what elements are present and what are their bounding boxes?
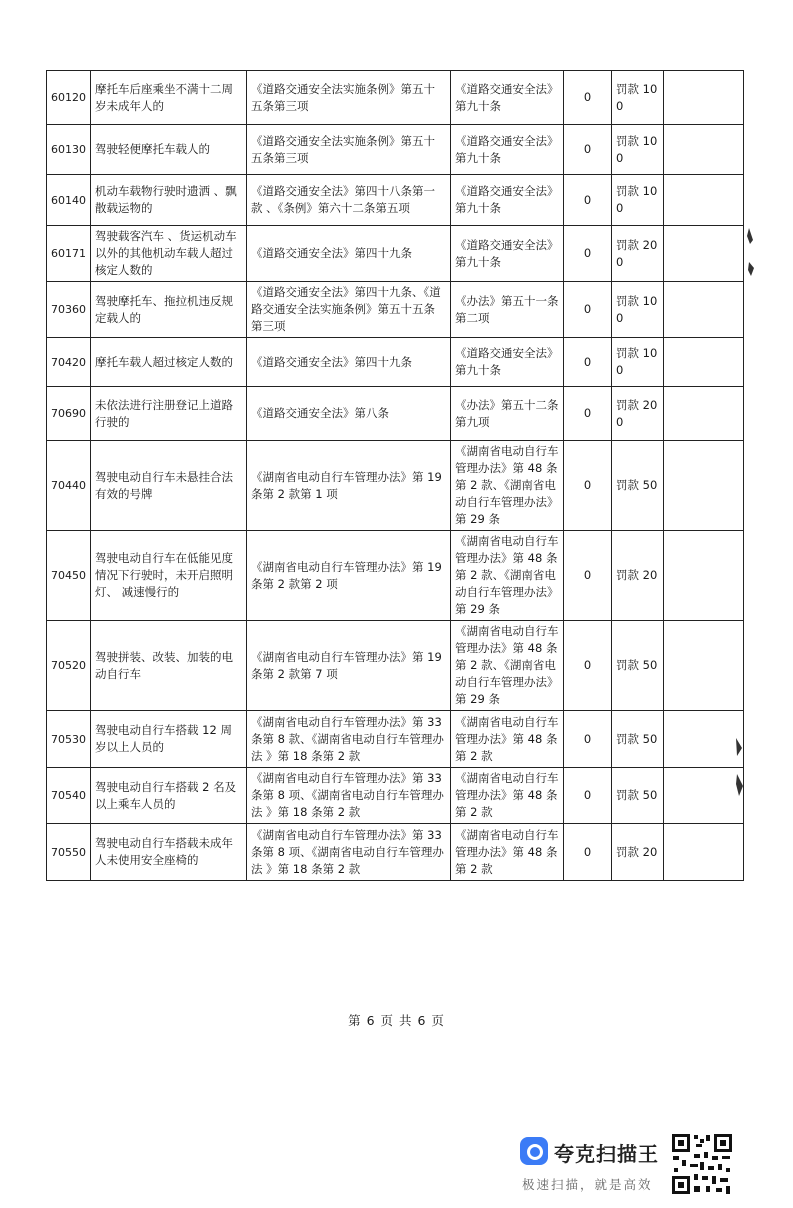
- violation-code: 60171: [47, 226, 91, 282]
- remarks-cell: [664, 282, 744, 338]
- demerit-points: 0: [564, 824, 612, 881]
- violation-table: [46, 70, 744, 881]
- penalty-amount: 罚款 100: [612, 338, 664, 387]
- page-number: 第 6 页 共 6 页: [348, 1013, 445, 1028]
- penalty-amount: 罚款 100: [612, 125, 664, 175]
- penalty-amount: 罚款 50: [612, 711, 664, 768]
- table-row: [47, 621, 744, 711]
- remarks-cell: [664, 824, 744, 881]
- table-row: [47, 125, 744, 175]
- penalty-basis: 《湖南省电动自行车管理办法》第 48 条第 2 款、《湖南省电动自行车管理办法》第 29 条: [451, 531, 564, 621]
- penalty-amount: 罚款 50: [612, 621, 664, 711]
- demerit-points: 0: [564, 441, 612, 531]
- table-row: [47, 338, 744, 387]
- remarks-cell: [664, 711, 744, 768]
- penalty-amount: 罚款 50: [612, 441, 664, 531]
- penalty-amount: 罚款 50: [612, 768, 664, 824]
- violation-code: 70530: [47, 711, 91, 768]
- violation-behavior: 机动车载物行驶时遗洒 、飘散载运物的: [91, 175, 247, 226]
- penalty-basis: 《道路交通安全法》第九十条: [451, 338, 564, 387]
- penalty-amount: 罚款 200: [612, 226, 664, 282]
- penalty-basis: 《湖南省电动自行车管理办法》第 48 条第 2 款、《湖南省电动自行车管理办法》第 29 条: [451, 441, 564, 531]
- violation-behavior: 驾驶拼装、改装、加装的电动自行车: [91, 621, 247, 711]
- violation-code: 70420: [47, 338, 91, 387]
- violated-clause: 《湖南省电动自行车管理办法》第 19 条第 2 款第 1 项: [247, 441, 451, 531]
- penalty-basis: 《办法》第五十一条第二项: [451, 282, 564, 338]
- table-body: [47, 71, 744, 881]
- violated-clause: 《道路交通安全法》第四十八条第一款 、《条例》第六十二条第五项: [247, 175, 451, 226]
- violation-behavior: 驾驶电动自行车在低能见度情况下行驶时，未开启照明灯、 减速慢行的: [91, 531, 247, 621]
- violated-clause: 《道路交通安全法实施条例》第五十五条第三项: [247, 71, 451, 125]
- penalty-amount: 罚款 100: [612, 175, 664, 226]
- violated-clause: 《道路交通安全法》第四十九条: [247, 226, 451, 282]
- penalty-amount: 罚款 100: [612, 71, 664, 125]
- violated-clause: 《道路交通安全法》第八条: [247, 387, 451, 441]
- violation-behavior: 摩托车后座乘坐不满十二周岁未成年人的: [91, 71, 247, 125]
- remarks-cell: [664, 531, 744, 621]
- violated-clause: 《湖南省电动自行车管理办法》第 19 条第 2 款第 2 项: [247, 531, 451, 621]
- remarks-cell: [664, 338, 744, 387]
- violation-code: 70550: [47, 824, 91, 881]
- violation-code: 70450: [47, 531, 91, 621]
- table-row: [47, 226, 744, 282]
- table-row: [47, 71, 744, 125]
- remarks-cell: [664, 226, 744, 282]
- violated-clause: 《道路交通安全法实施条例》第五十五条第三项: [247, 125, 451, 175]
- penalty-basis: 《湖南省电动自行车管理办法》第 48 条第 2 款: [451, 824, 564, 881]
- penalty-basis: 《办法》第五十二条第九项: [451, 387, 564, 441]
- demerit-points: 0: [564, 71, 612, 125]
- demerit-points: 0: [564, 125, 612, 175]
- penalty-basis: 《湖南省电动自行车管理办法》第 48 条第 2 款: [451, 768, 564, 824]
- violation-code: 60130: [47, 125, 91, 175]
- remarks-cell: [664, 621, 744, 711]
- demerit-points: 0: [564, 387, 612, 441]
- table-row: [47, 711, 744, 768]
- demerit-points: 0: [564, 226, 612, 282]
- qr-code-icon: [670, 1132, 734, 1196]
- brand-name: 夸克扫描王: [554, 1142, 659, 1166]
- demerit-points: 0: [564, 621, 612, 711]
- remarks-cell: [664, 175, 744, 226]
- scan-mark: [743, 228, 757, 276]
- demerit-points: 0: [564, 175, 612, 226]
- violated-clause: 《湖南省电动自行车管理办法》第 33 条第 8 款、《湖南省电动自行车管理办法 》第 18 条第 2 款: [247, 711, 451, 768]
- table-row: [47, 531, 744, 621]
- violation-code: 60140: [47, 175, 91, 226]
- quark-logo-icon: [520, 1137, 548, 1165]
- violated-clause: 《湖南省电动自行车管理办法》第 19 条第 2 款第 7 项: [247, 621, 451, 711]
- violated-clause: 《道路交通安全法》第四十九条: [247, 338, 451, 387]
- penalty-amount: 罚款 20: [612, 824, 664, 881]
- penalty-amount: 罚款 200: [612, 387, 664, 441]
- demerit-points: 0: [564, 531, 612, 621]
- penalty-basis: 《道路交通安全法》第九十条: [451, 125, 564, 175]
- table-row: [47, 768, 744, 824]
- penalty-basis: 《道路交通安全法》第九十条: [451, 226, 564, 282]
- violation-code: 70690: [47, 387, 91, 441]
- violation-code: 70440: [47, 441, 91, 531]
- violation-behavior: 驾驶电动自行车搭载未成年人未使用安全座椅的: [91, 824, 247, 881]
- violation-behavior: 驾驶电动自行车搭载 2 名及以上乘车人员的: [91, 768, 247, 824]
- violation-behavior: 驾驶摩托车、拖拉机违反规定载人的: [91, 282, 247, 338]
- violation-code: 70360: [47, 282, 91, 338]
- violation-code: 70520: [47, 621, 91, 711]
- penalty-basis: 《湖南省电动自行车管理办法》第 48 条第 2 款、《湖南省电动自行车管理办法》第 29 条: [451, 621, 564, 711]
- penalty-amount: 罚款 20: [612, 531, 664, 621]
- violation-code: 70540: [47, 768, 91, 824]
- brand-slogan: 极速扫描，就是高效: [522, 1177, 653, 1192]
- demerit-points: 0: [564, 338, 612, 387]
- violation-behavior: 驾驶电动自行车未悬挂合法有效的号牌: [91, 441, 247, 531]
- remarks-cell: [664, 441, 744, 531]
- violation-behavior: 驾驶载客汽车 、货运机动车以外的其他机动车载人超过核定人数的: [91, 226, 247, 282]
- violation-behavior: 未依法进行注册登记上道路行驶的: [91, 387, 247, 441]
- table-row: [47, 282, 744, 338]
- violated-clause: 《湖南省电动自行车管理办法》第 33 条第 8 项、《湖南省电动自行车管理办法 》第 18 条第 2 款: [247, 824, 451, 881]
- penalty-basis: 《道路交通安全法》第九十条: [451, 71, 564, 125]
- demerit-points: 0: [564, 711, 612, 768]
- scan-mark: [733, 738, 745, 796]
- remarks-cell: [664, 71, 744, 125]
- violation-behavior: 驾驶电动自行车搭载 12 周岁以上人员的: [91, 711, 247, 768]
- table-row: [47, 824, 744, 881]
- violation-code: 60120: [47, 71, 91, 125]
- penalty-basis: 《湖南省电动自行车管理办法》第 48 条第 2 款: [451, 711, 564, 768]
- table-row: [47, 387, 744, 441]
- violation-behavior: 驾驶轻便摩托车载人的: [91, 125, 247, 175]
- table-row: [47, 441, 744, 531]
- remarks-cell: [664, 387, 744, 441]
- violated-clause: 《道路交通安全法》第四十九条、《道路交通安全法实施条例》第五十五条第三项: [247, 282, 451, 338]
- violation-behavior: 摩托车载人超过核定人数的: [91, 338, 247, 387]
- demerit-points: 0: [564, 768, 612, 824]
- remarks-cell: [664, 125, 744, 175]
- table-row: [47, 175, 744, 226]
- penalty-amount: 罚款 100: [612, 282, 664, 338]
- remarks-cell: [664, 768, 744, 824]
- violated-clause: 《湖南省电动自行车管理办法》第 33 条第 8 项、《湖南省电动自行车管理办法 》第 18 条第 2 款: [247, 768, 451, 824]
- demerit-points: 0: [564, 282, 612, 338]
- penalty-basis: 《道路交通安全法》第九十条: [451, 175, 564, 226]
